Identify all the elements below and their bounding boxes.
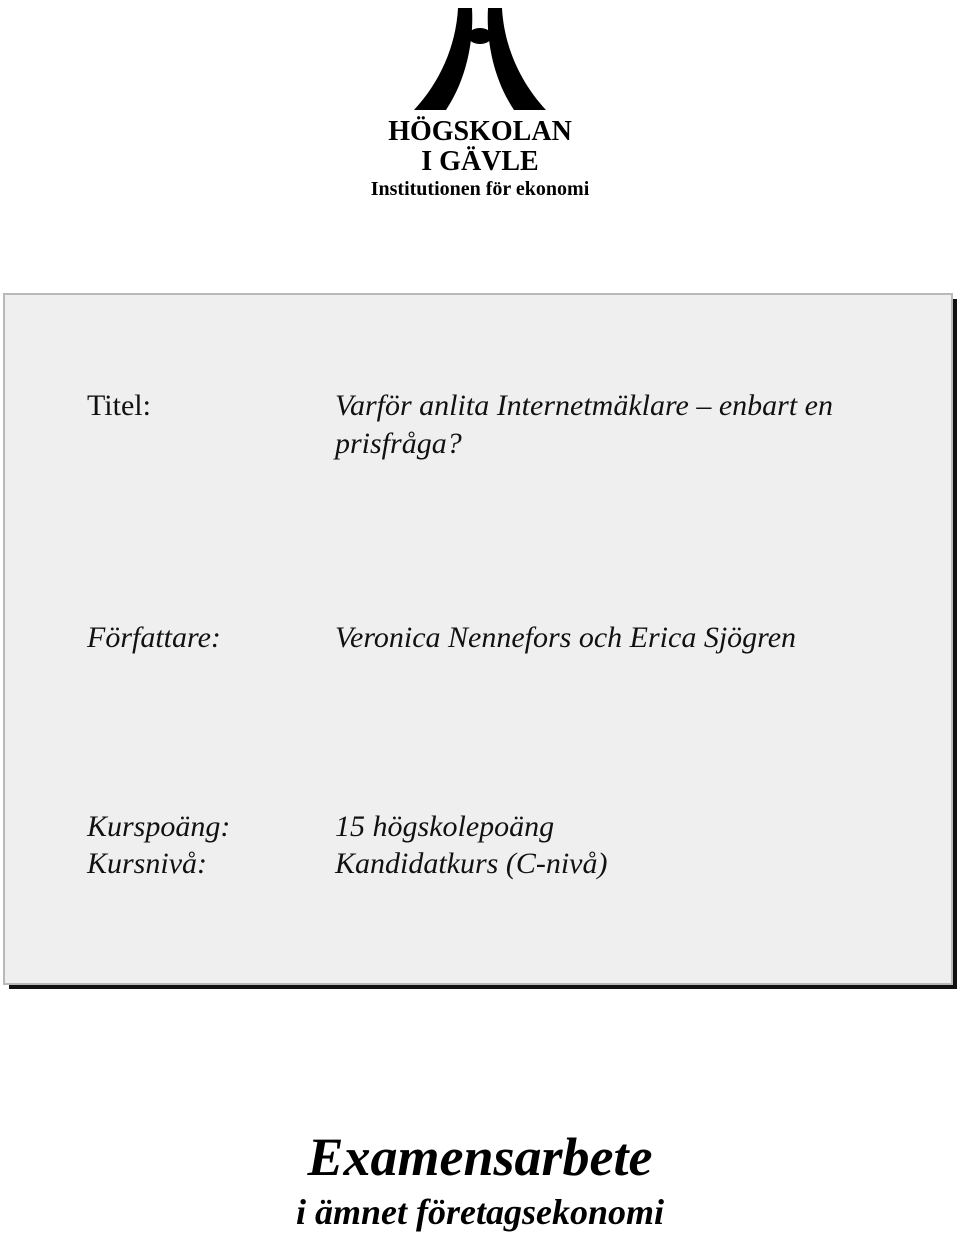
institution-location: I GÄVLE <box>421 146 539 177</box>
course-level-value: Kandidatkurs (C-nivå) <box>335 847 608 880</box>
credits-label: Kurspoäng: <box>87 810 231 843</box>
course-level-label: Kursnivå: <box>87 847 207 880</box>
author-names: Veronica Nennefors och Erica Sjögren <box>335 621 797 654</box>
institution-name: HÖGSKOLAN <box>388 116 572 147</box>
title-label: Titel: <box>87 389 151 422</box>
department-name: Institutionen för ekonomi <box>370 178 590 200</box>
thesis-title: Varför anlita Internetmäklare – enbart en prisfråga? <box>335 389 833 460</box>
credits-value: 15 högskolepoäng <box>335 810 555 843</box>
thesis-info-panel <box>3 293 953 985</box>
document-subject: i ämnet företagsekonomi <box>296 1192 664 1232</box>
author-label: Författare: <box>87 621 221 654</box>
university-logo-icon <box>400 2 560 114</box>
document-type-heading: Examensarbete <box>307 1127 653 1187</box>
